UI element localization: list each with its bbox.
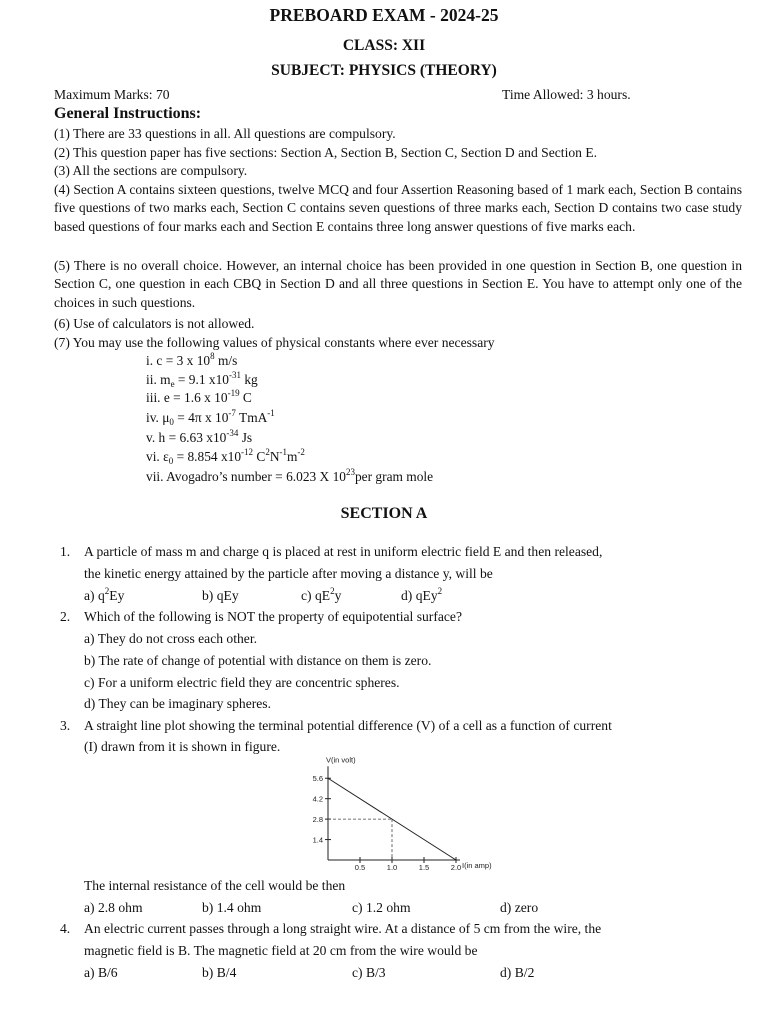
- instruction-1: (1) There are 33 questions in all. All questions are compulsory.: [54, 126, 396, 141]
- q3-question: The internal resistance of the cell would be then: [84, 878, 346, 893]
- q3-option-a: a) 2.8 ohm: [84, 900, 143, 915]
- q4-option-d: d) B/2: [500, 965, 535, 980]
- exam-title: PREBOARD EXAM - 2024-25: [269, 5, 499, 25]
- max-marks: Maximum Marks: 70: [54, 87, 170, 102]
- q2-option-d: d) They can be imaginary spheres.: [84, 696, 271, 711]
- q3-option-d: d) zero: [500, 900, 539, 915]
- instruction-2: (2) This question paper has five sections: Section A, Section B, Section C, Section D and Section E.: [54, 145, 598, 160]
- y-tick-label: 4.2: [312, 794, 323, 804]
- q1-option-c: c) $qE^2y$: [301, 586, 342, 603]
- q4-option-a: a) B/6: [84, 965, 118, 980]
- constant-permittivity: vi. $\varepsilon_0 = 8.854$ $x10^{-12}$ $C^2N^{-1}m^{-2}$: [146, 447, 305, 466]
- x-tick-label: 1.0: [386, 863, 398, 872]
- q1-option-b: b) qEy: [202, 588, 239, 603]
- section-a-title: SECTION A: [340, 505, 428, 522]
- x-tick-label: 1.5: [418, 863, 430, 872]
- q2-option-c: c) For a uniform electric field they are concentric spheres.: [84, 675, 400, 690]
- q4-number: 4.: [60, 921, 71, 936]
- constant-planck: v. h = 6.63 $x10^{-34}$ Js: [146, 428, 253, 445]
- constant-electron-charge: iii. e = 1.6 x $10^{-19}$ C: [146, 388, 252, 405]
- q2-option-b: b) The rate of change of potential with distance on them is zero.: [84, 653, 432, 668]
- subject-title: SUBJECT: PHYSICS (THEORY): [271, 62, 497, 79]
- q4-option-b: b) B/4: [202, 965, 237, 980]
- instruction-4: (4) Section A contains sixteen questions, twelve MCQ and four Assertion Reasoning based of 1 mark each, Section B contains five questions of two marks each, Section C contains seven questions of three marks each, Section D contains two case study based questions of four marks each and Section E contains three long answer questions of five marks each.: [54, 182, 742, 234]
- q3-option-c: c) 1.2 ohm: [352, 900, 411, 915]
- q2-text: Which of the following is NOT the property of equipotential surface?: [84, 609, 462, 624]
- instruction-6: (6) Use of calculators is not allowed.: [54, 316, 255, 331]
- vi-line: [328, 778, 456, 860]
- q3-text-line1: A straight line plot showing the terminal potential difference (V) of a cell as a function of current: [84, 718, 612, 733]
- y-tick-label: 2.8: [312, 815, 323, 825]
- class-title: CLASS: XII: [342, 37, 426, 54]
- constant-permeability: iv. $\mu_0 = 4\pi$ x $10^{-7}$ TmA$^{-1}$: [146, 408, 275, 427]
- instruction-3: (3) All the sections are compulsory.: [54, 163, 248, 178]
- q2-option-a: a) They do not cross each other.: [84, 631, 258, 646]
- q1-text-line2: the kinetic energy attained by the particle after moving a distance y, will be: [84, 566, 493, 581]
- q1-number: 1.: [60, 544, 71, 559]
- y-tick-label: 5.6: [312, 774, 323, 784]
- q1-option-d: d) qEy$^2$: [401, 586, 443, 603]
- q1-option-a: a) $q^2Ey$: [84, 586, 125, 603]
- constant-speed-of-light: i. c = 3 x $10^8$ m/s: [146, 351, 238, 368]
- y-axis-label: V(in volt): [326, 755, 356, 765]
- time-allowed: Time Allowed: 3 hours.: [502, 87, 631, 102]
- x-axis-label: I(in amp): [462, 861, 492, 870]
- y-tick-label: 1.4: [312, 835, 323, 845]
- x-tick-label: 0.5: [354, 863, 366, 872]
- instructions-title: General Instructions:: [54, 105, 202, 122]
- q1-text-line1: A particle of mass m and charge q is placed at rest in uniform electric field E and then released,: [84, 544, 603, 559]
- vi-graph: [296, 755, 536, 872]
- constant-electron-mass: ii. $m_e = 9.1$ $x10^{-31}$ kg: [146, 370, 258, 389]
- instruction-5: (5) There is no overall choice. However, an internal choice has been provided in one question in Section B, one question in Section C, one question in each CBQ in Section D and all three questions in Section E. You have to attempt only one of the choices in such questions.: [54, 258, 742, 310]
- q4-option-c: c) B/3: [352, 965, 386, 980]
- instruction-7: (7) You may use the following values of physical constants where ever necessary: [54, 335, 495, 350]
- q3-number: 3.: [60, 718, 71, 733]
- q3-option-b: b) 1.4 ohm: [202, 900, 262, 915]
- q2-number: 2.: [60, 609, 71, 624]
- q4-text-line1: An electric current passes through a long straight wire. At a distance of 5 cm from the wire, the: [84, 921, 602, 936]
- q3-text-line2: (I) drawn from it is shown in figure.: [84, 739, 281, 754]
- x-tick-label: 2.0: [450, 863, 462, 872]
- constant-avogadro: vii. Avogadro’s number = 6.023 X $10^{23}per$ gram mole: [146, 467, 434, 484]
- q4-text-line2: magnetic field is B. The magnetic field at 20 cm from the wire would be: [84, 943, 478, 958]
